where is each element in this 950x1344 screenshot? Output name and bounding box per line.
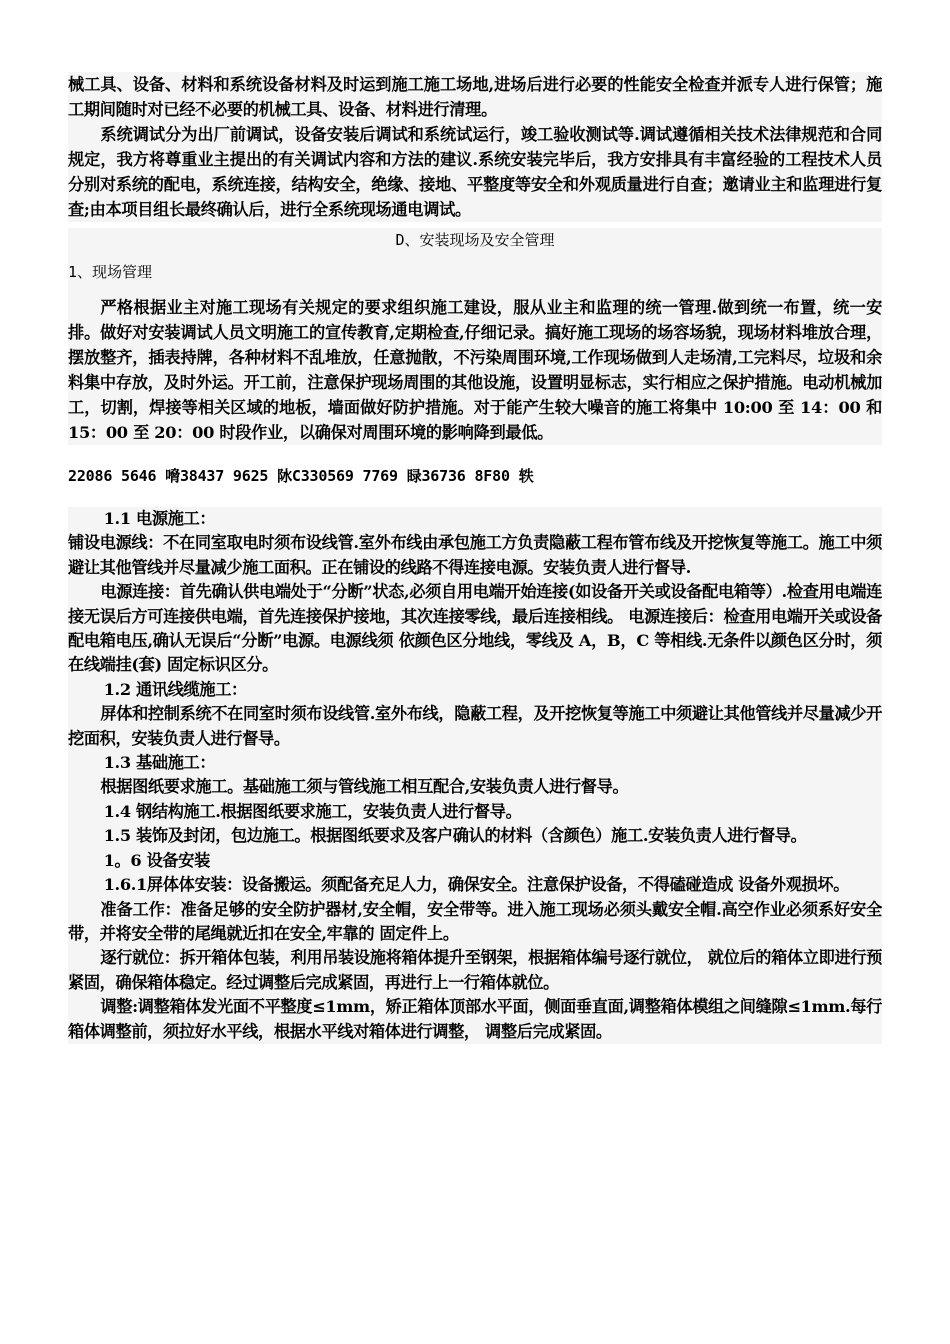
construction-block [68,507,882,1044]
code-line: 22086 5646 嗋38437 9625 阥C330569 7769 睩36736 8F80 轶 [68,467,534,485]
section-d-title: D、安装现场及安全管理 [395,231,555,249]
comm-paragraph: 屏体和控制系统不在同室时须布设线管.室外布线，隐蔽工程，及开挖恢复等施工中须避让其他管线并尽量减少开挖面积，安装负责人进行督导。 [68,704,882,748]
equip-paragraph-4: 调整:调整箱体发光面不平整度≤1mm，矫正箱体顶部水平面，侧面垂直面,调整箱体模组之间缝隙≤1mm.每行箱体调整前，须拉好水平线，根据水平线对箱体进行调整， 调整后完成紧固。 [68,997,882,1041]
steel-paragraph: 1.4 钢结构施工.根据图纸要求施工，安装负责人进行督导。 [103,801,522,821]
comm-title: 1.2 通讯线缆施工： [103,679,247,699]
site-management-paragraph: 严格根据业主对施工现场有关规定的要求组织施工建设，服从业主和监理的统一管理.做到统一布置，统一安排。做好对安装调试人员文明施工的宣传教育,定期检查,仔细记录。搞好施工现场的场容场貌，现场材料堆放合理，摆放整齐，插表持牌，各种材料不乱堆放，任意抛散，不污染周围环境,工作现场做到人走场清,工完料尽，垃圾和余料集中存放，及时外运。开工前，注意保护现场周围的其他设施，设置明显标志，实行相应之保护措施。电动机械加工，切割，焊接等相关区域的地板，墙面做好防护措施。对于能产生较大噪音的施工将集中 10:00 至 14：00 和 15：00 至 20：00 时段作业，以确保对周围环境的影响降到最低。 [68,298,882,442]
site-management-title: 1、现场管理 [68,263,153,281]
power-title: 1.1 电源施工： [103,509,216,528]
power-paragraph-1: 铺设电源线：不在同室取电时须布设线管.室外布线由承包施工方负责隐蔽工程布管布线及开挖恢复等施工。施工中须避让其他管线并尽量减少施工面积。正在铺设的线路不得连接电源。安装负责人进行督导. [68,533,882,577]
intro-block [68,72,882,222]
foundation-paragraph: 根据图纸要求施工。基础施工须与管线施工相互配合,安装负责人进行督导。 [100,777,629,797]
equip-paragraph-2: 准备工作：准备足够的安全防护器材,安全帽，安全带等。进入施工现场必须头戴安全帽.高空作业必须系好安全带，并将安全带的尾绳就近扣在安全,牢靠的 固定件上。 [68,899,882,943]
foundation-title: 1.3 基础施工： [103,753,216,773]
equip-paragraph-3: 逐行就位：拆开箱体包装，利用吊装设施将箱体提升至钢架，根据箱体编号逐行就位， 就位后的箱体立即进行预紧固，确保箱体稳定。经过调整后完成紧固，再进行上一行箱体就位。 [68,948,882,992]
power-paragraph-2: 电源连接：首先确认供电端处于“分断”状态,必须自用电端开始连接(如设备开关或设备配电箱等）.检查用电端连接无误后方可连接供电端，首先连接保护接地，其次连接零线，最后连接相线。 电源连接后：检查用电端开关或设备配电箱电压,确认无误后“分断”电源。电源线须 依颜色区分地线，零线及 A，B，C 等相线.无条件以颜色区分时，须在线端挂(套) 固定标识区分。 [68,582,882,675]
document-page [68,72,882,1044]
intro-paragraph-2: 系统调试分为出厂前调试，设备安装后调试和系统试运行，竣工验收测试等.调试遵循相关技术法律规范和合同规定，我方将尊重业主提出的有关调试内容和方法的建议.系统安装完毕后，我方安排具有丰富经验的工程技术人员分别对系统的配电，系统连接，结构安全，绝缘、接地、平整度等安全和外观质量进行自查；邀请业主和监理进行复查;由本项目组长最终确认后，进行全系统现场通电调试。 [68,125,882,219]
equip-paragraph-1: 1.6.1屏体体安装：设备搬运。须配备充足人力，确保安全。注意保护设备，不得磕碰造成 设备外观损坏。 [103,875,850,895]
section-d-block [68,228,882,445]
equip-title: 1。6 设备安装 [103,850,210,870]
decor-paragraph: 1.5 装饰及封闭，包边施工。根据图纸要求及客户确认的材料（含颜色）施工.安装负责人进行督导。 [103,826,807,846]
intro-paragraph-1: 械工具、设备、材料和系统设备材料及时运到施工施工场地,进场后进行必要的性能安全检查并派专人进行保管；施工期间随时对已经不必要的机械工具、设备、材料进行清理。 [68,75,882,119]
